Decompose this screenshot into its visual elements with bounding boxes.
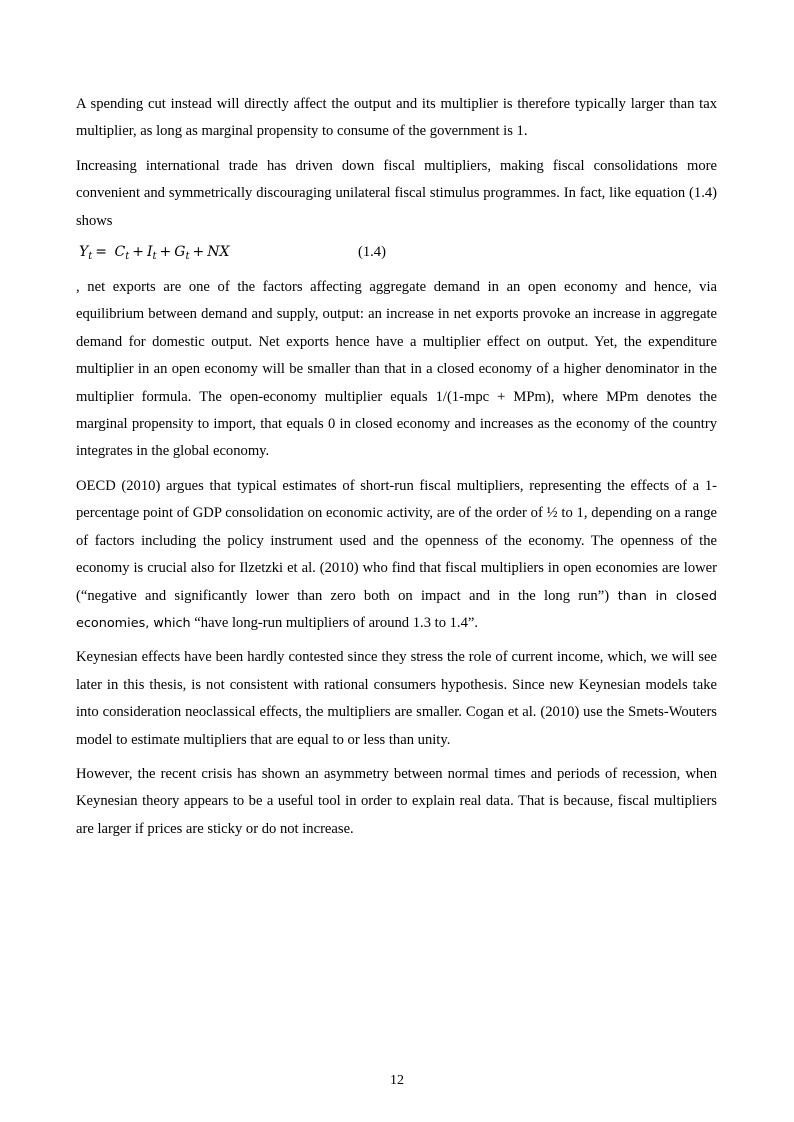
oecd-text: OECD (2010) argues that typical estimates of short-run fiscal multipliers, representing the effects of a 1-percentage point of GDP consolidation on economic activity, are of the order of ½ to 1, depending on a range of factors including the policy instrument used and the openness of the economy. The openness of the economy is crucial also for Ilzetzki et al. (2010) who find that fiscal multipliers in open economies are lower (“negative and significantly lower than zero both on impact and in the long run”) (76, 477, 717, 604)
paragraph-net-exports: , net exports are one of the factors affecting aggregate demand in an open economy and hence, via equilibrium between demand and supply, output: an increase in net exports provoke an increase in aggregate demand for domestic output. Net exports hence have a multiplier effect on output. Yet, the expenditure multiplier in an open economy will be smaller than that in a closed economy of a higher denominator in the multiplier formula. The open-economy multiplier equals 1/(1-mpc + MPm), where MPm denotes the marginal propensity to import, that equals 0 in closed economy and increases as the economy of the country integrates in the global economy. (76, 279, 717, 460)
paragraph-international-trade: Increasing international trade has driven down fiscal multipliers, making fiscal consolidations more convenient and symmetrically discouraging unilateral fiscal stimulus programmes. In fact, like equation (1.4) shows (76, 157, 717, 229)
equation-formula: $Y_t = C_t + I_t + G_t$ + NX (79, 244, 230, 263)
page-number: 12 (390, 1073, 404, 1088)
paragraph-spending-cut: A spending cut instead will directly affect the output and its multiplier is therefore typically larger than tax multiplier, as long as marginal propensity to consume of the government is 1. (76, 96, 717, 140)
paragraph-recent-crisis: However, the recent crisis has shown an asymmetry between normal times and periods of recession, when Keynesian theory appears to be a useful tool in order to explain real data. That is because, fiscal multipliers are larger if prices are sticky or do not increase. (76, 765, 717, 837)
page-body (76, 91, 717, 850)
equation-number: (1.4) (358, 244, 386, 261)
oecd-quote-end: “have long-run multipliers of around 1.3 to 1.4”. (190, 614, 479, 631)
closed-economies-text: than in closed economies, which (76, 588, 717, 631)
paragraph-keynesian-effects: Keynesian effects have been hardly contested since they stress the role of current income, which, we will see later in this thesis, is not consistent with rational consumers hypothesis. Since new Keynesian models take into consideration neoclassical effects, the multipliers are smaller. Cogan et al. (2010) use the Smets-Wouters model to estimate multipliers that are equal to or less than unity. (76, 649, 717, 748)
paragraph-oecd (76, 473, 717, 637)
equation-1-4 (76, 242, 717, 270)
